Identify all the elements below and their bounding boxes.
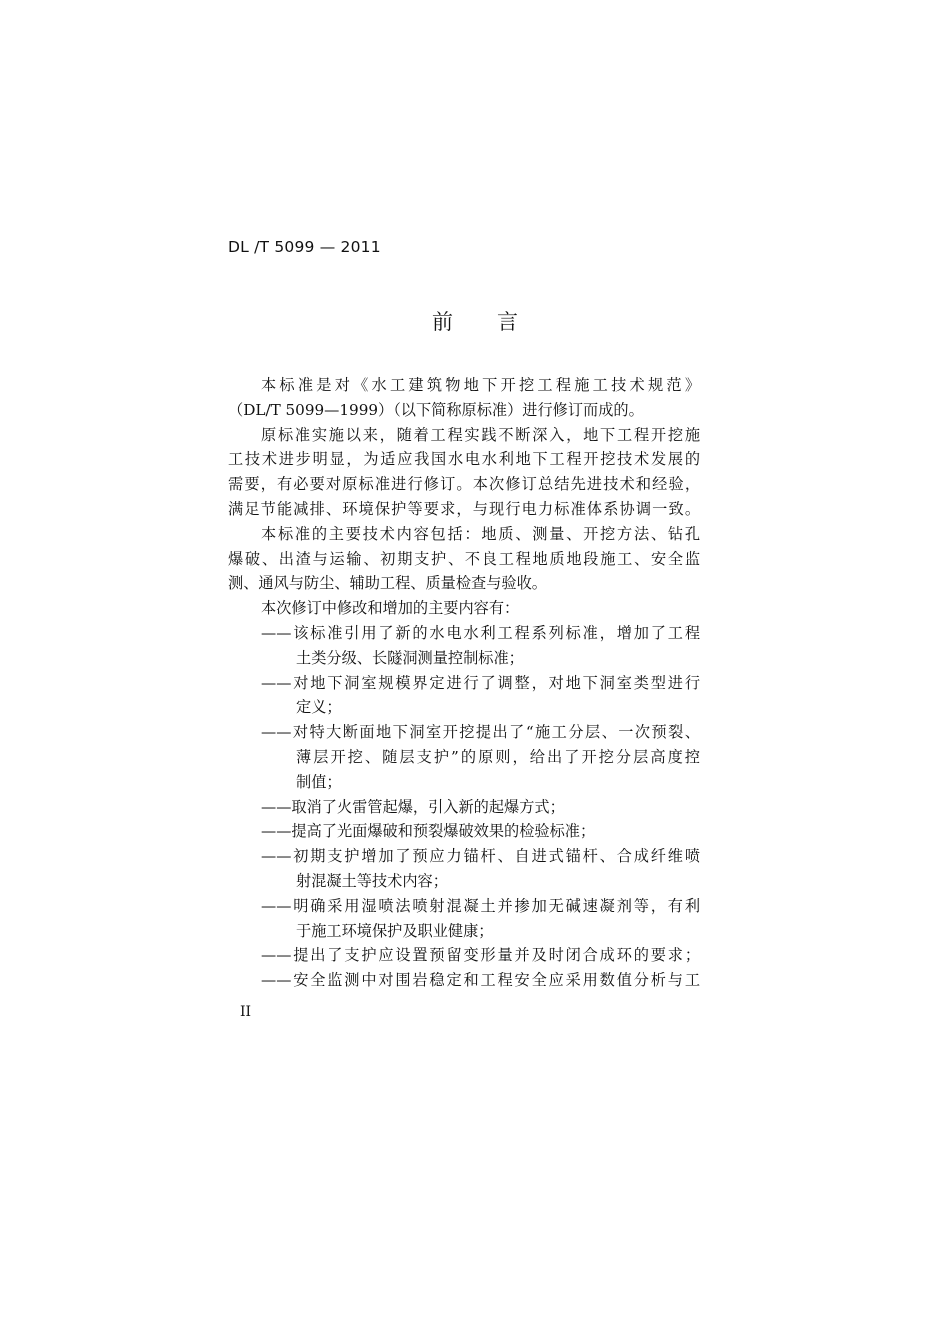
list-item-line: 制值；	[296, 772, 342, 791]
list-item-line: ——对地下洞室规模界定进行了调整，对地下洞室类型进行	[261, 673, 700, 692]
paragraph-line: 本次修订中修改和增加的主要内容有：	[261, 599, 520, 618]
preface-body	[228, 373, 700, 993]
list-item-line: 射混凝土等技术内容；	[296, 871, 448, 890]
list-item-line: 于施工环境保护及职业健康；	[296, 921, 494, 940]
paragraph-line: 本标准是对《水工建筑物地下开挖工程施工技术规范》	[261, 376, 700, 394]
paragraph-line: 需要，有必要对原标准进行修订。本次修订总结先进技术和经验，	[228, 475, 700, 494]
paragraph-line: 爆破、出渣与运输、初期支护、不良工程地质地段施工、安全监	[228, 549, 700, 568]
paragraph-line: （DL/T 5099—1999）（以下简称原标准）进行修订而成的。	[228, 400, 644, 419]
list-item-line: ——对特大断面地下洞室开挖提出了“施工分层、一次预裂、	[261, 723, 700, 742]
list-item-line: ——初期支护增加了预应力锚杆、自进式锚杆、合成纤维喷	[261, 847, 700, 866]
list-item-line: ——提高了光面爆破和预裂爆破效果的检验标准；	[261, 822, 596, 841]
list-item-line: ——取消了火雷管起爆，引入新的起爆方式；	[261, 797, 565, 816]
list-item-line: ——明确采用湿喷法喷射混凝土并掺加无碱速凝剂等，有利	[261, 896, 700, 915]
list-item-line: ——安全监测中对围岩稳定和工程安全应采用数值分析与工	[261, 971, 700, 990]
list-item-line: 定义；	[296, 698, 342, 717]
page-title: 前言	[432, 310, 562, 334]
standard-code: DL /T 5099 — 2011	[228, 238, 381, 256]
page-number: II	[240, 1004, 252, 1020]
paragraph-line: 工技术进步明显，为适应我国水电水利地下工程开挖技术发展的	[228, 450, 700, 469]
paragraph-line: 测、通风与防尘、辅助工程、质量检查与验收。	[228, 574, 547, 593]
list-item-line: ——该标准引用了新的水电水利工程系列标准，增加了工程	[261, 623, 700, 642]
paragraph-line: 本标准的主要技术内容包括：地质、测量、开挖方法、钻孔	[261, 524, 700, 543]
list-item-line: ——提出了支护应设置预留变形量并及时闭合成环的要求；	[261, 946, 700, 965]
paragraph-line: 满足节能减排、环境保护等要求，与现行电力标准体系协调一致。	[228, 499, 700, 518]
list-item-line: 薄层开挖、随层支护”的原则，给出了开挖分层高度控	[296, 747, 700, 766]
paragraph-line: 原标准实施以来，随着工程实践不断深入，地下工程开挖施	[261, 425, 700, 444]
list-item-line: 土类分级、长隧洞测量控制标准；	[296, 648, 524, 667]
